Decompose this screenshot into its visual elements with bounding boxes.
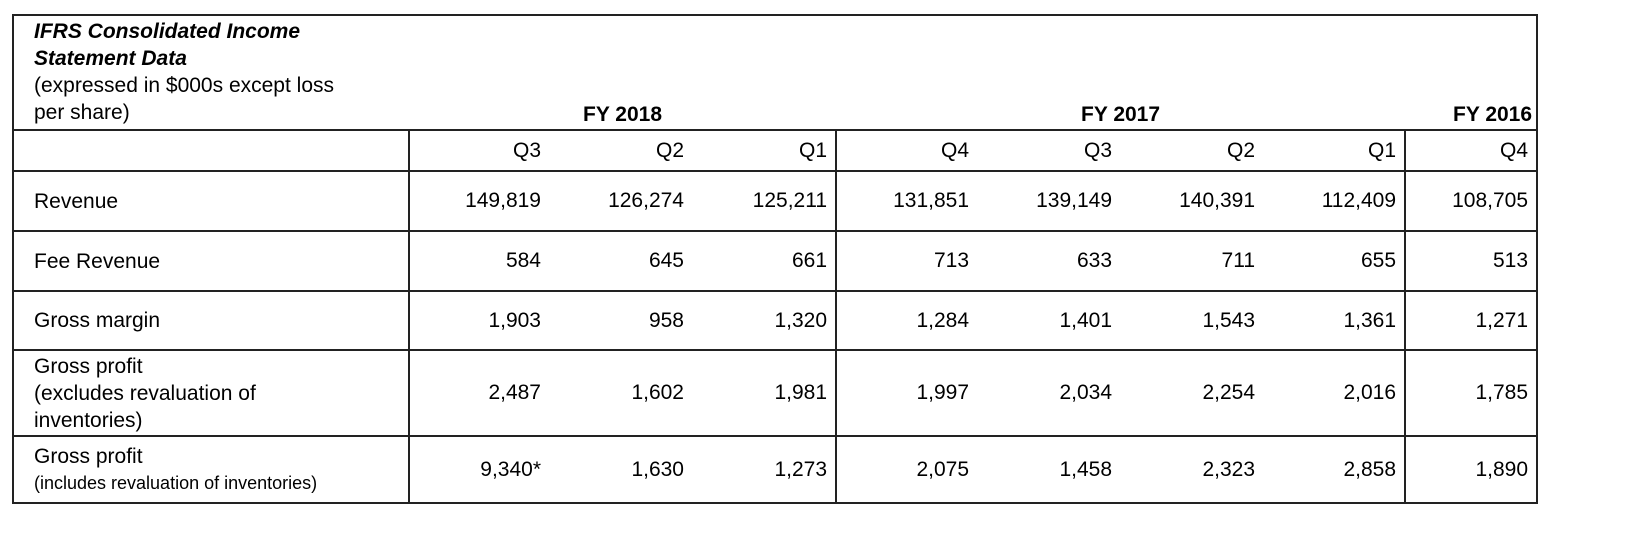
table-title-cell bbox=[13, 15, 409, 130]
row-label-line: (excludes revaluation of bbox=[34, 381, 256, 405]
quarter-header-blank bbox=[13, 130, 409, 171]
row-label-line: (includes revaluation of inventories) bbox=[34, 472, 318, 493]
table-cell: 1,602 bbox=[549, 350, 692, 436]
table-cell: 584 bbox=[409, 231, 549, 291]
quarter-header: Q3 bbox=[1084, 138, 1113, 162]
table-cell: 1,981 bbox=[692, 350, 836, 436]
table-cell: 2,858 bbox=[1263, 436, 1405, 503]
table-cell: 140,391 bbox=[1120, 171, 1263, 231]
table-cell: 112,409 bbox=[1263, 171, 1405, 231]
income-statement-table bbox=[12, 14, 1538, 504]
table-cell: 1,785 bbox=[1405, 350, 1537, 436]
table-cell: 126,274 bbox=[549, 171, 692, 231]
table-cell: 1,284 bbox=[836, 291, 977, 350]
table-cell: 1,271 bbox=[1405, 291, 1537, 350]
table-cell: 149,819 bbox=[409, 171, 549, 231]
table-cell: 1,458 bbox=[977, 436, 1120, 503]
row-label-line: inventories) bbox=[34, 408, 143, 432]
quarter-header: Q1 bbox=[799, 138, 828, 162]
table-cell: 2,254 bbox=[1120, 350, 1263, 436]
table-cell: 1,361 bbox=[1263, 291, 1405, 350]
table-cell: 645 bbox=[549, 231, 692, 291]
table-cell: 661 bbox=[692, 231, 836, 291]
row-label-gross-margin: Gross margin bbox=[13, 291, 409, 350]
row-label-fee-revenue: Fee Revenue bbox=[13, 231, 409, 291]
table-cell: 2,016 bbox=[1263, 350, 1405, 436]
table-cell: 2,323 bbox=[1120, 436, 1263, 503]
table-cell: 1,903 bbox=[409, 291, 549, 350]
row-label-revenue: Revenue bbox=[13, 171, 409, 231]
fy-2018-header: FY 2018 bbox=[409, 15, 836, 130]
table-cell: 9,340* bbox=[409, 436, 549, 503]
quarter-header: Q1 bbox=[1368, 138, 1397, 162]
table-cell: 1,401 bbox=[977, 291, 1120, 350]
fy-2016-header: FY 2016 bbox=[1405, 15, 1537, 130]
table-cell: 2,034 bbox=[977, 350, 1120, 436]
row-label-gross-profit-incl bbox=[13, 436, 409, 503]
table-subtitle: (expressed in $000s except loss bbox=[34, 74, 334, 97]
row-label-line: Gross profit bbox=[34, 354, 143, 378]
table-cell: 655 bbox=[1263, 231, 1405, 291]
table-row bbox=[13, 350, 1537, 436]
table-cell: 711 bbox=[1120, 231, 1263, 291]
table-cell: 131,851 bbox=[836, 171, 977, 231]
table-cell: 2,487 bbox=[409, 350, 549, 436]
table-title: IFRS Consolidated Income bbox=[34, 20, 301, 43]
table-cell: 1,320 bbox=[692, 291, 836, 350]
quarter-header: Q2 bbox=[1227, 138, 1256, 162]
table-row bbox=[13, 436, 1537, 503]
quarter-header: Q4 bbox=[836, 130, 977, 171]
table-subtitle-line2: per share) bbox=[34, 101, 130, 124]
table-cell: 1,273 bbox=[692, 436, 836, 503]
table-cell: 958 bbox=[549, 291, 692, 350]
table-cell: 1,543 bbox=[1120, 291, 1263, 350]
table-cell: 1,890 bbox=[1405, 436, 1537, 503]
quarter-header: Q4 bbox=[1405, 130, 1537, 171]
quarter-header: Q2 bbox=[655, 138, 684, 162]
table-cell: 513 bbox=[1405, 231, 1537, 291]
table-cell: 1,630 bbox=[549, 436, 692, 503]
quarter-header-row bbox=[13, 130, 1537, 171]
table-cell: 139,149 bbox=[977, 171, 1120, 231]
table-title-line2: Statement Data bbox=[34, 47, 187, 70]
table-row bbox=[13, 171, 1537, 231]
table-row bbox=[13, 291, 1537, 350]
fiscal-year-header-row bbox=[13, 15, 1537, 130]
row-label-gross-profit-excl bbox=[13, 350, 409, 436]
table-cell: 2,075 bbox=[836, 436, 977, 503]
quarter-header: Q3 bbox=[409, 130, 549, 171]
table-cell: 1,997 bbox=[836, 350, 977, 436]
table-cell: 125,211 bbox=[692, 171, 836, 231]
table-cell: 108,705 bbox=[1405, 171, 1537, 231]
table-row bbox=[13, 231, 1537, 291]
row-label-line: Gross profit bbox=[34, 444, 143, 468]
table-cell: 713 bbox=[836, 231, 977, 291]
fy-2017-header: FY 2017 bbox=[836, 15, 1405, 130]
table-cell: 633 bbox=[977, 231, 1120, 291]
